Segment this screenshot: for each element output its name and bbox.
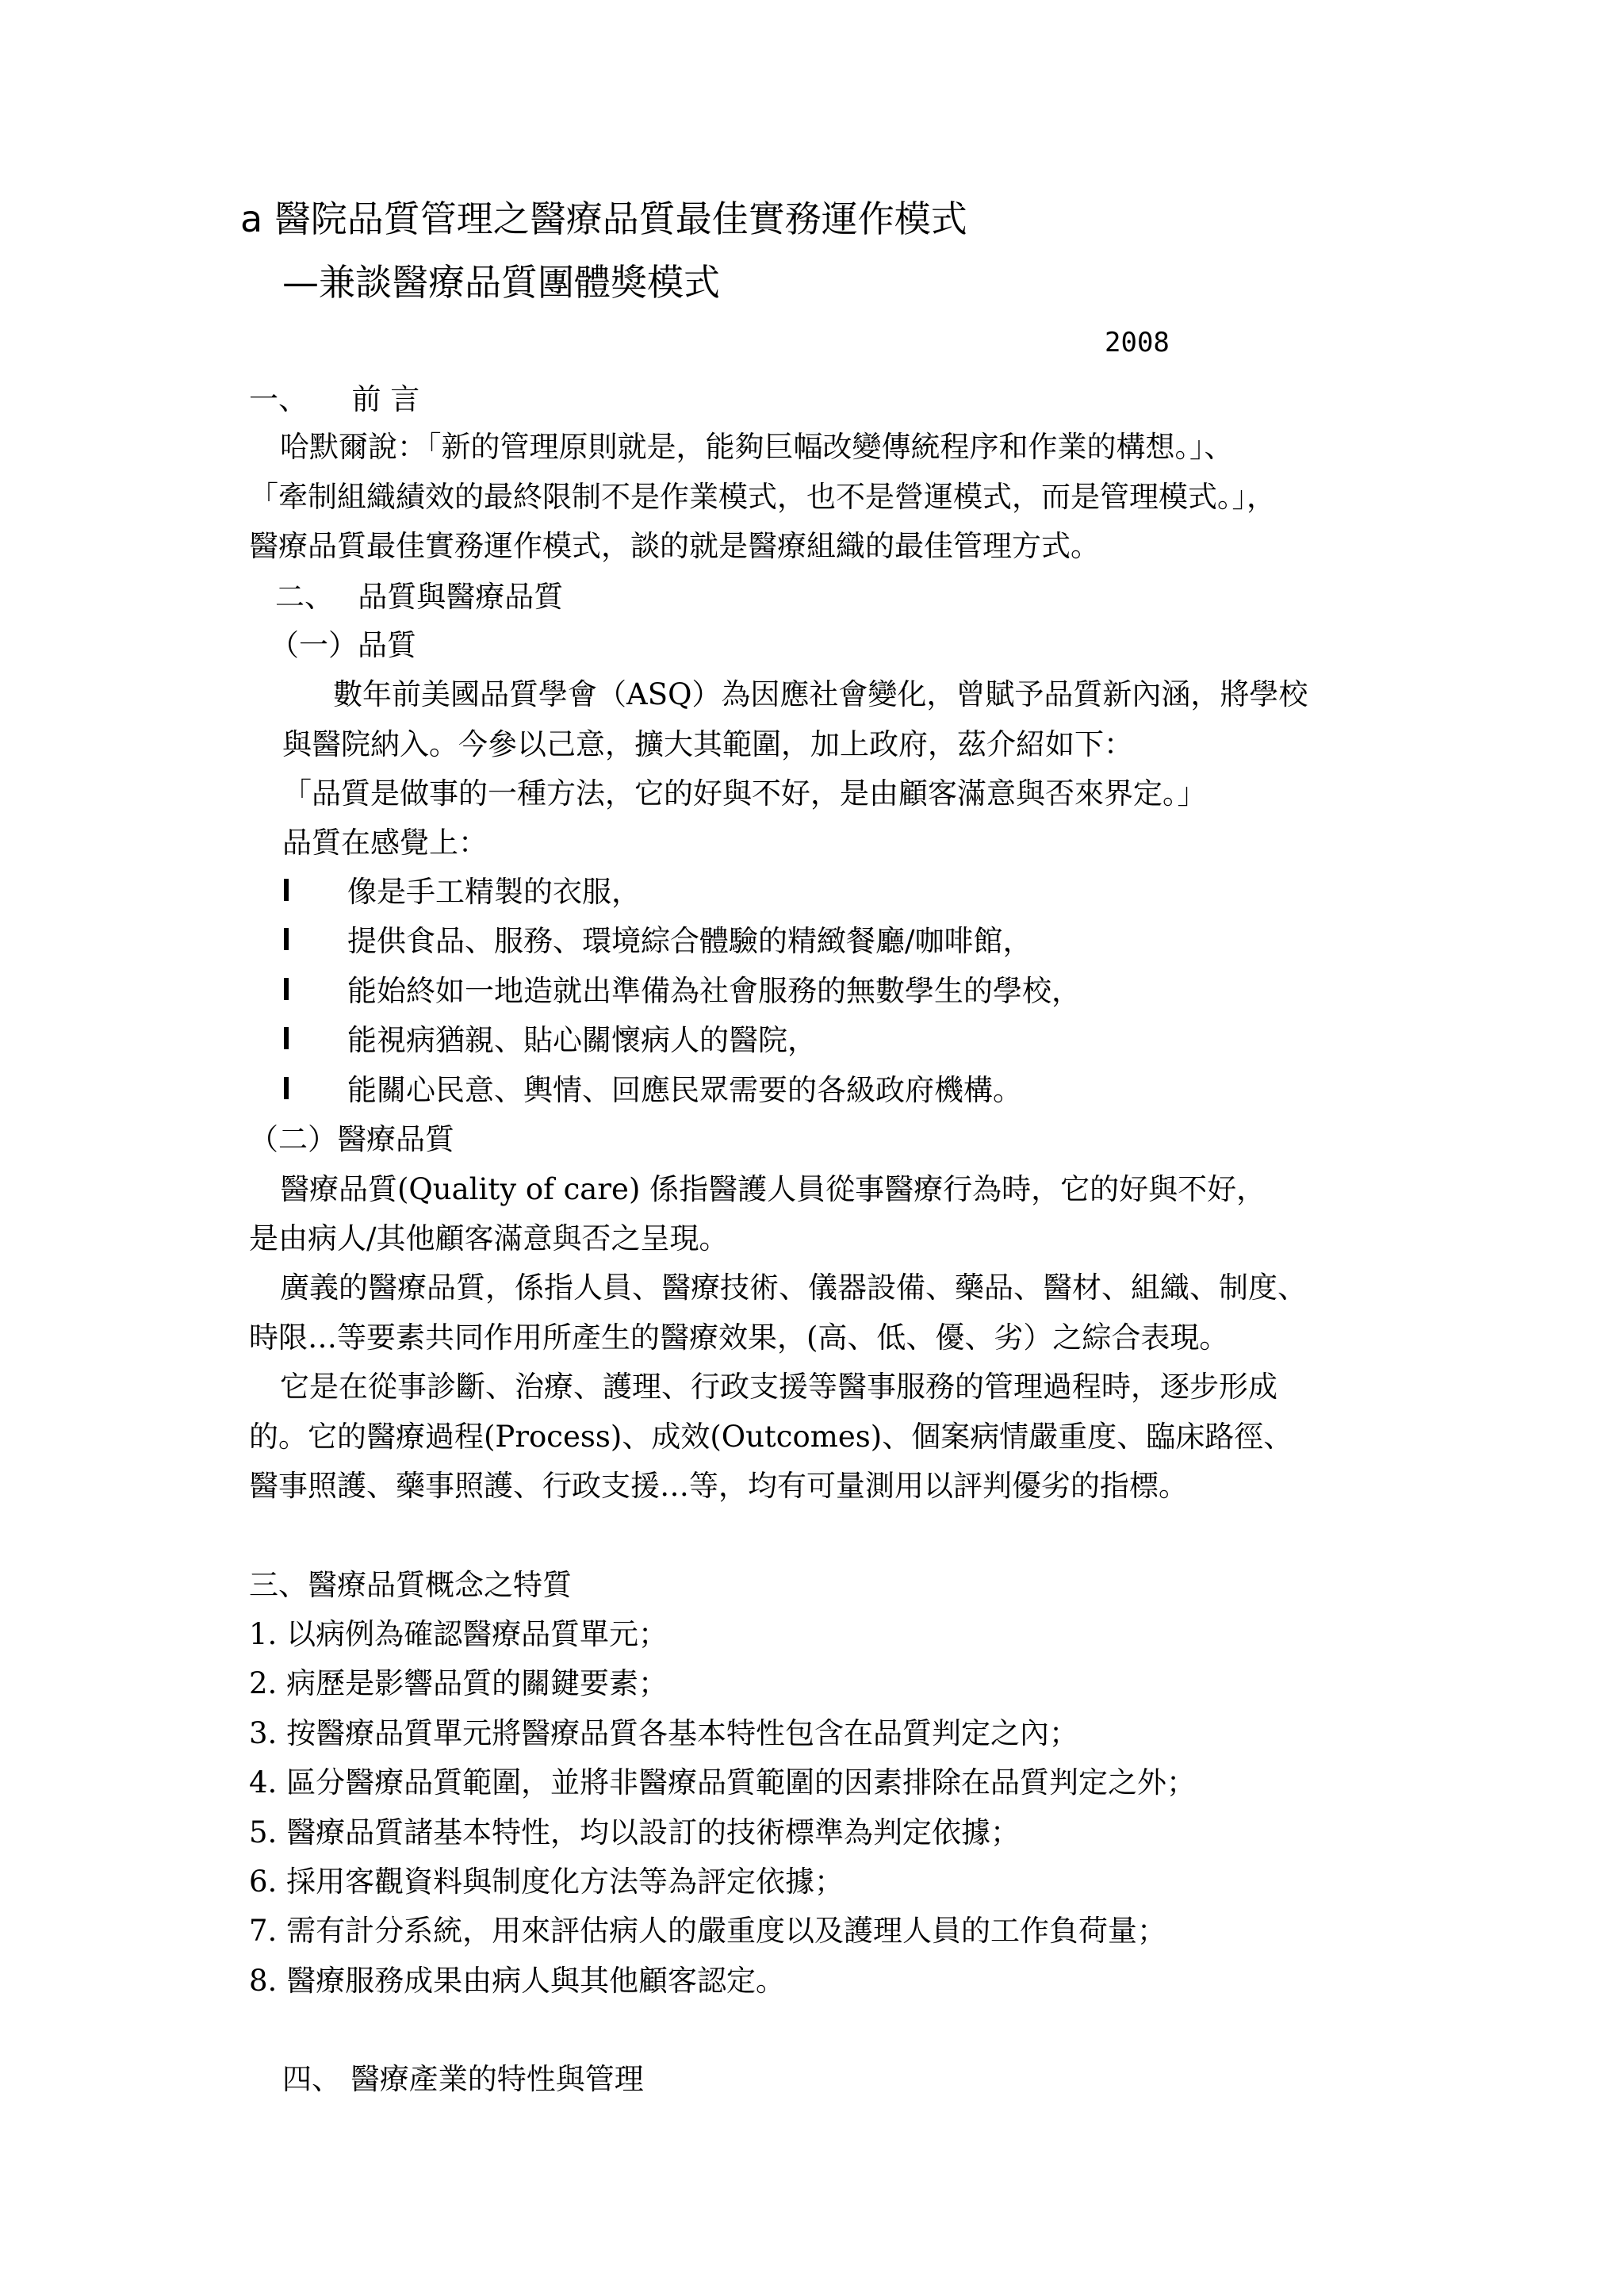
paragraph-line: 的。它的醫療過程(Process)、成效(Outcomes)、個案病情嚴重度、臨床路徑、 [249, 1420, 1293, 1454]
bullet-item: 提供食品、服務、環境綜合體驗的精緻餐廳/咖啡館， [347, 924, 1032, 958]
section-heading-characteristics: 三、醫療品質概念之特質 [249, 1568, 572, 1602]
document-title: a 醫院品質管理之醫療品質最佳實務運作模式 [240, 197, 967, 240]
paragraph-line: 它是在從事診斷、治療、護理、行政支援等醫事服務的管理過程時，逐步形成 [280, 1370, 1277, 1404]
paragraph-line: 醫療品質最佳實務運作模式，談的就是醫療組織的最佳管理方式。 [249, 529, 1100, 563]
subsection-heading-quality: （一）品質 [270, 628, 416, 662]
bullet-item: 像是手工精製的衣服， [347, 875, 641, 909]
section-heading-intro: 一、 前 言 [249, 382, 420, 416]
bullet-marker [284, 1077, 289, 1099]
bullet-marker [284, 1027, 289, 1049]
bullet-marker [284, 879, 289, 901]
bullet-marker [284, 978, 289, 1000]
numbered-item: 6. 採用客觀資料與制度化方法等為評定依據； [249, 1865, 845, 1899]
paragraph-line: 哈默爾說：「新的管理原則就是，能夠巨幅改變傳統程序和作業的構想。」、 [280, 430, 1234, 464]
bullet-item: 能視病猶親、貼心關懷病人的醫院， [347, 1023, 817, 1057]
paragraph-line: 是由病人/其他顧客滿意與否之呈現。 [249, 1221, 729, 1255]
paragraph-line: 醫事照護、藥事照護、行政支援…等，均有可量測用以評判優劣的指標。 [249, 1469, 1188, 1503]
section-heading-quality: 二、 品質與醫療品質 [275, 580, 564, 614]
numbered-item: 2. 病歷是影響品質的關鍵要素； [249, 1666, 668, 1700]
bullet-item: 能關心民意、輿情、回應民眾需要的各級政府機構。 [347, 1073, 1022, 1107]
paragraph-line: 與醫院納入。今參以己意，擴大其範圍，加上政府，茲介紹如下： [282, 727, 1133, 761]
numbered-item: 4. 區分醫療品質範圍，並將非醫療品質範圍的因素排除在品質判定之外； [249, 1765, 1197, 1800]
paragraph-line: 時限…等要素共同作用所產生的醫療效果，(高、低、優、劣）之綜合表現。 [249, 1320, 1229, 1355]
paragraph-line: 「牽制組織績效的最終限制不是作業模式，也不是營運模式，而是管理模式。」， [249, 480, 1276, 514]
paragraph-line: 醫療品質(Quality of care) 係指醫護人員從事醫療行為時，它的好與不好， [280, 1172, 1266, 1206]
bullet-marker [284, 928, 289, 950]
numbered-item: 3. 按醫療品質單元將醫療品質各基本特性包含在品質判定之內； [249, 1716, 1079, 1750]
subsection-heading-medical-quality: （二）醫療品質 [249, 1122, 454, 1156]
numbered-item: 8. 醫療服務成果由病人與其他顧客認定。 [249, 1964, 786, 1998]
numbered-item: 1. 以病例為確認醫療品質單元； [249, 1617, 668, 1651]
paragraph-line: 數年前美國品質學會（ASQ）為因應社會變化，曾賦予品質新內涵，將學校 [333, 677, 1308, 711]
quote-line: 「品質是做事的一種方法，它的好與不好，是由顧客滿意與否來界定。」 [282, 776, 1207, 811]
section-heading-industry: 四、 醫療產業的特性與管理 [282, 2062, 644, 2096]
paragraph-line: 廣義的醫療品質，係指人員、醫療技術、儀器設備、藥品、醫材、組織、制度、 [280, 1271, 1307, 1305]
numbered-item: 5. 醫療品質諸基本特性，均以設訂的技術標準為判定依據； [249, 1815, 1021, 1849]
numbered-item: 7. 需有計分系統，用來評估病人的嚴重度以及護理人員的工作負荷量； [249, 1914, 1167, 1948]
document-year: 2008 [1105, 327, 1170, 358]
paragraph-line: 品質在感覺上： [282, 826, 488, 860]
document-subtitle: —兼談醫療品質團體獎模式 [282, 261, 720, 304]
bullet-item: 能始終如一地造就出準備為社會服務的無數學生的學校， [347, 974, 1081, 1008]
